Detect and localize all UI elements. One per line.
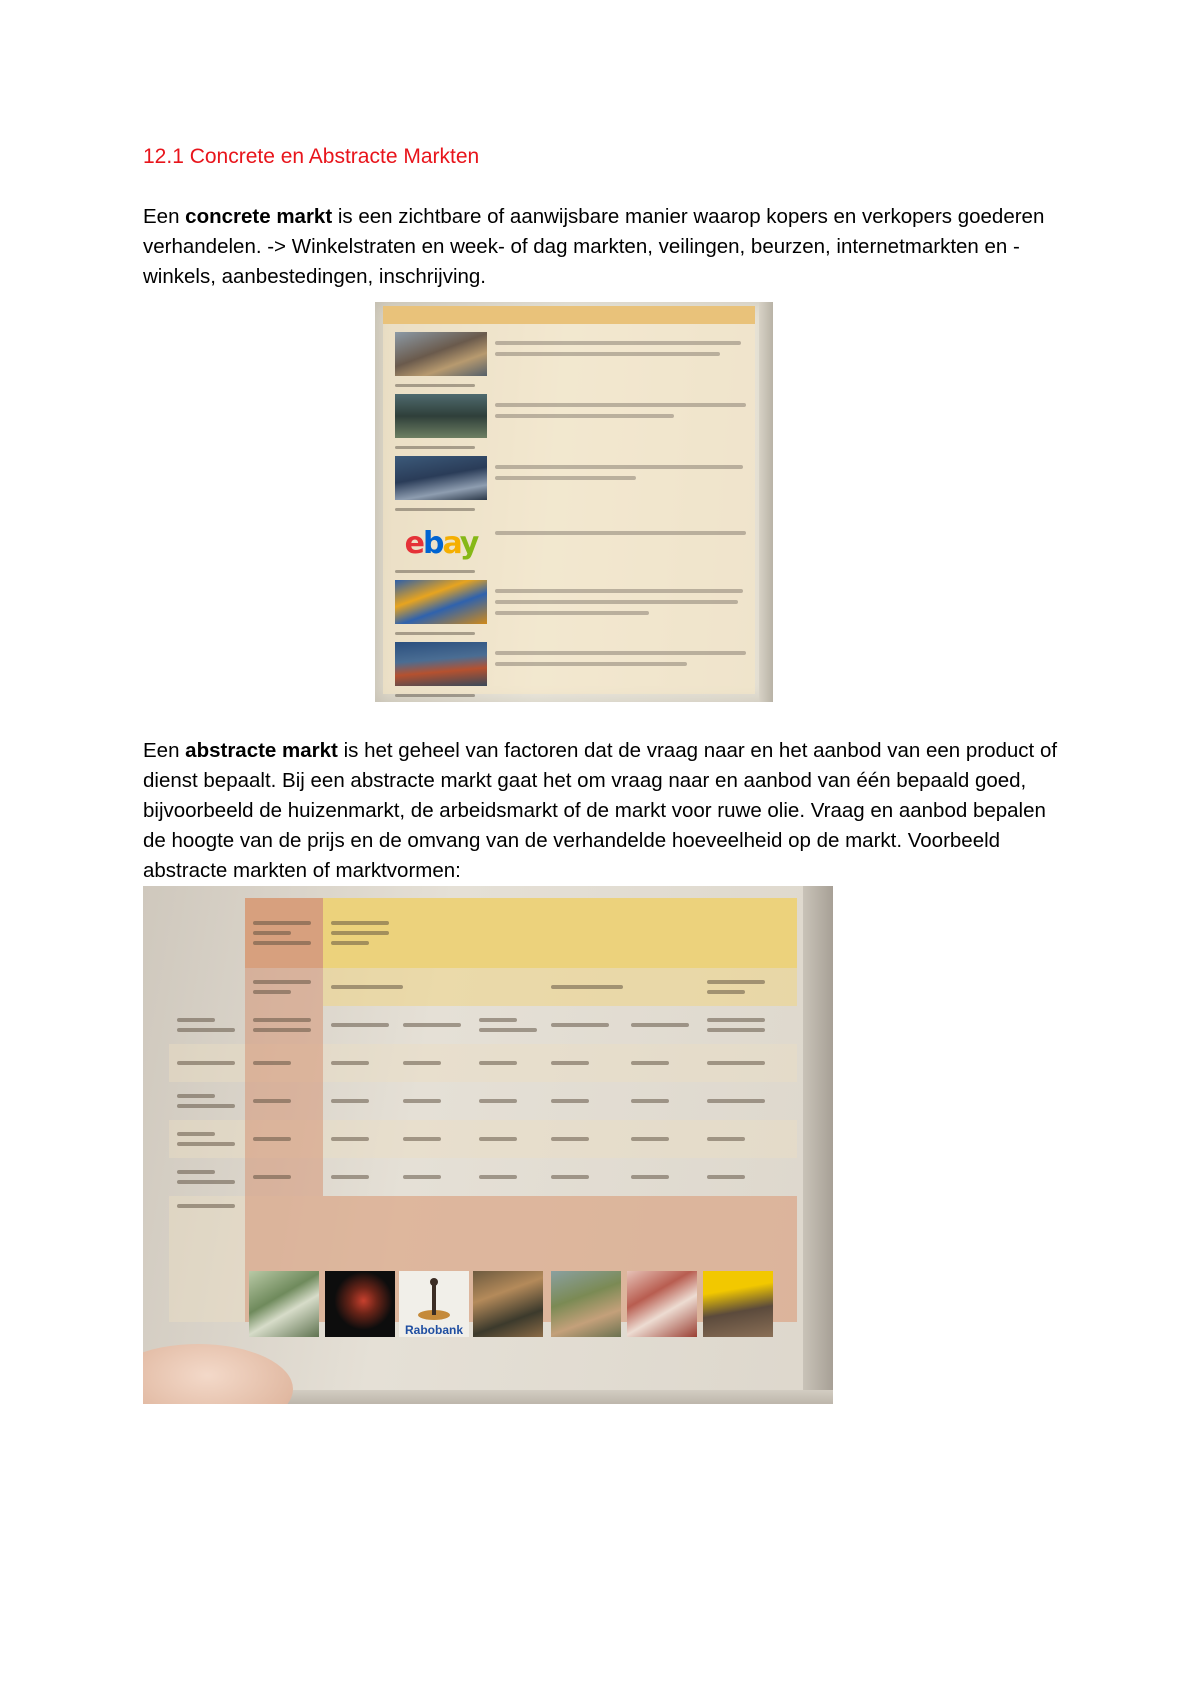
subscription-sign-photo bbox=[395, 642, 487, 686]
concrete-market-paragraph bbox=[143, 202, 1073, 292]
example-row bbox=[395, 394, 751, 456]
retail-photo bbox=[473, 1271, 543, 1337]
finger bbox=[143, 1344, 293, 1404]
table-row bbox=[169, 1120, 797, 1158]
military-photo bbox=[551, 1271, 621, 1337]
example-text bbox=[495, 524, 751, 535]
concrete-term: concrete markt bbox=[185, 205, 333, 228]
stock-exchange-photo bbox=[395, 456, 487, 500]
example-row bbox=[395, 518, 751, 580]
table-row bbox=[169, 1006, 797, 1044]
abstract-market-paragraph bbox=[143, 736, 1073, 886]
page-heading: 12.1 Concrete en Abstracte Markten bbox=[143, 145, 480, 168]
table-subheader-row bbox=[169, 968, 797, 1006]
concrete-intro: Een bbox=[143, 205, 186, 228]
concrete-markets-photo bbox=[375, 302, 773, 702]
example-row bbox=[395, 580, 751, 642]
example-text bbox=[495, 582, 751, 615]
example-row bbox=[395, 642, 751, 702]
rabobank-logo-text: Rabobank bbox=[404, 1323, 463, 1337]
concrete-definition: is een zichtbare of aanwijsbare manier waarop kopers en verkopers goederen verhandelen. -> Winkelstraten en week- of dag markten, veilingen, beurzen, internetmarkten en -winkels, aanbestedingen, inschrijving. bbox=[143, 205, 1045, 288]
abstract-definition: is het geheel van factoren dat de vraag naar en het aanbod van een product of dienst bepaalt. Bij een abstracte markt gaat het om vraag naar en aanbod van één bepaald goed, bijvoorbeeld de huizenmarkt, de arbeidsmarkt of de markt voor ruwe olie. Vraag en aanbod bepalen de hoogte van de prijs en de omvang van de verhandelde hoeveelheid op de markt. Voorbeeld abstracte markten of marktvormen: bbox=[143, 739, 1058, 882]
imperfect-competition-header bbox=[323, 898, 797, 968]
example-caption bbox=[395, 632, 475, 635]
table-row bbox=[169, 1158, 797, 1196]
example-text bbox=[495, 644, 751, 666]
perfect-competition-header bbox=[245, 898, 323, 968]
page-edge bbox=[759, 302, 773, 702]
example-text bbox=[495, 396, 751, 418]
police-protest-photo bbox=[703, 1271, 773, 1337]
example-caption bbox=[395, 694, 475, 697]
abstract-term: abstracte markt bbox=[185, 739, 338, 762]
butcher-photo bbox=[627, 1271, 697, 1337]
example-text bbox=[495, 458, 751, 480]
money-photo bbox=[249, 1271, 319, 1337]
abstract-intro: Een bbox=[143, 739, 186, 762]
market-forms-photo bbox=[143, 886, 833, 1404]
rabobank-logo-tile bbox=[399, 1271, 469, 1337]
box-header bbox=[383, 306, 755, 324]
page-edge bbox=[803, 886, 833, 1404]
table-header-row bbox=[169, 898, 797, 968]
casino-photo bbox=[325, 1271, 395, 1337]
example-caption bbox=[395, 384, 475, 387]
table-row bbox=[169, 1082, 797, 1120]
ebay-logo: ebay bbox=[404, 526, 478, 561]
example-row bbox=[395, 332, 751, 394]
example-caption bbox=[395, 446, 475, 449]
market-stall-photo bbox=[395, 332, 487, 376]
market-forms-table bbox=[169, 898, 797, 1322]
example-text bbox=[495, 334, 751, 356]
example-caption bbox=[395, 570, 475, 573]
example-caption bbox=[395, 508, 475, 511]
example-row bbox=[395, 456, 751, 518]
table-row bbox=[169, 1044, 797, 1082]
tender-sign-photo bbox=[395, 580, 487, 624]
auction-photo bbox=[395, 394, 487, 438]
